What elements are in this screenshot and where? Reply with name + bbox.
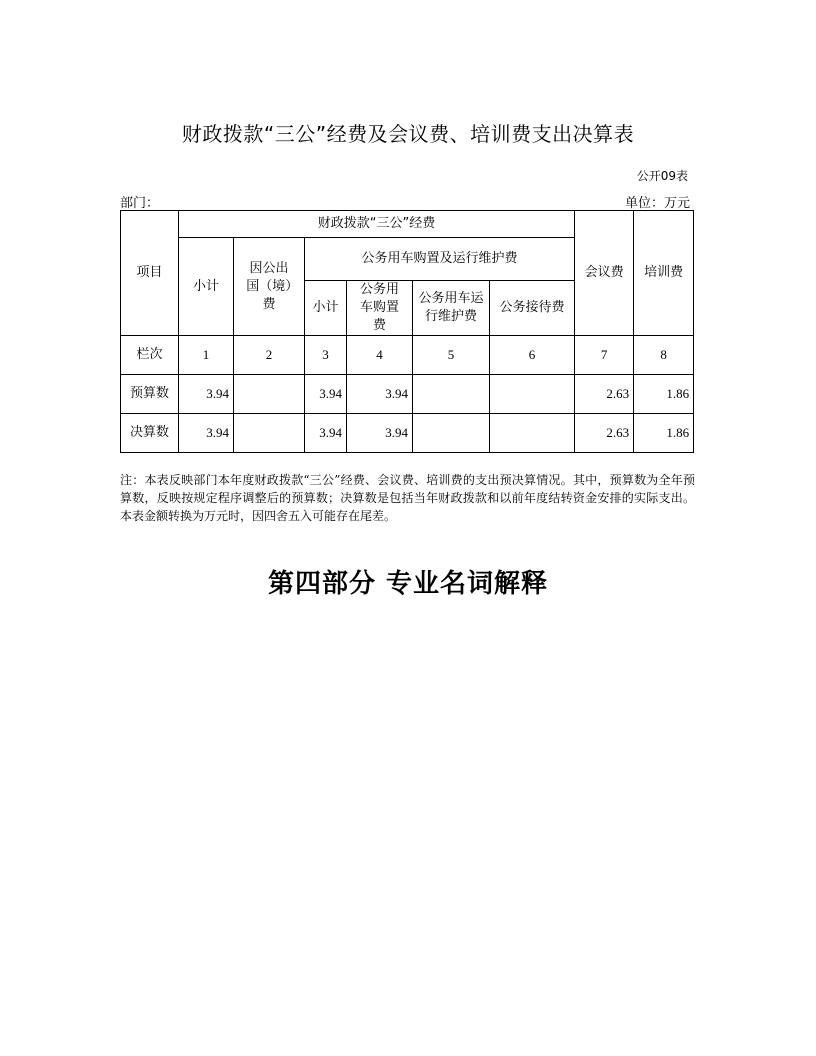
cell-value bbox=[413, 414, 490, 453]
cell-value: 1.86 bbox=[634, 414, 694, 453]
table-row-final bbox=[121, 414, 694, 453]
unit-label: 单位：万元 bbox=[624, 196, 690, 211]
column-number: 1 bbox=[179, 336, 234, 375]
header-vehicle-maintenance: 公务用车运行维护费 bbox=[413, 281, 490, 336]
column-number: 2 bbox=[234, 336, 305, 375]
cell-value: 2.63 bbox=[575, 375, 634, 414]
cell-value: 3.94 bbox=[179, 414, 234, 453]
table-row-budget bbox=[121, 375, 694, 414]
cell-value: 3.94 bbox=[347, 414, 413, 453]
table-note: 注：本表反映部门本年度财政拨款“三公”经费、会议费、培训费的支出预决算情况。其中，预算数为全年预算数，反映按规定程序调整后的预算数；决算数是包括当年财政拨款和以前年度结转资金安排的实际支出。本表金额转换为万元时，因四舍五入可能存在尾差。 bbox=[120, 473, 695, 523]
column-number: 6 bbox=[490, 336, 575, 375]
header-sangong: 财政拨款“三公”经费 bbox=[179, 211, 575, 238]
cell-value bbox=[490, 414, 575, 453]
cell-value: 3.94 bbox=[179, 375, 234, 414]
header-item: 项目 bbox=[121, 211, 179, 336]
header-reception: 公务接待费 bbox=[490, 281, 575, 336]
column-number: 4 bbox=[347, 336, 413, 375]
column-number: 5 bbox=[413, 336, 490, 375]
department-label: 部门： bbox=[120, 196, 160, 211]
column-number: 8 bbox=[634, 336, 694, 375]
cell-value: 3.94 bbox=[347, 375, 413, 414]
column-index-row bbox=[121, 336, 694, 375]
expenditure-table bbox=[120, 210, 694, 453]
section-heading: 第四部分 专业名词解释 bbox=[267, 569, 549, 599]
header-training: 培训费 bbox=[634, 211, 694, 336]
table-title: 财政拨款“三公”经费及会议费、培训费支出决算表 bbox=[181, 122, 635, 146]
column-number: 3 bbox=[305, 336, 347, 375]
header-row-1 bbox=[121, 211, 694, 238]
row-label-final: 决算数 bbox=[121, 414, 179, 453]
cell-value bbox=[234, 375, 305, 414]
cell-value: 3.94 bbox=[305, 375, 347, 414]
column-number: 7 bbox=[575, 336, 634, 375]
header-subtotal: 小计 bbox=[179, 238, 234, 336]
cell-value bbox=[234, 414, 305, 453]
header-abroad: 因公出国（境）费 bbox=[234, 238, 305, 336]
cell-value bbox=[413, 375, 490, 414]
column-index-label: 栏次 bbox=[121, 336, 179, 375]
cell-value: 1.86 bbox=[634, 375, 694, 414]
header-vehicle-subtotal: 小计 bbox=[305, 281, 347, 336]
cell-value bbox=[490, 375, 575, 414]
header-meeting: 会议费 bbox=[575, 211, 634, 336]
cell-value: 2.63 bbox=[575, 414, 634, 453]
form-number: 公开09表 bbox=[636, 169, 688, 183]
header-vehicle-purchase: 公务用车购置费 bbox=[347, 281, 413, 336]
row-label-budget: 预算数 bbox=[121, 375, 179, 414]
header-vehicle-group: 公务用车购置及运行维护费 bbox=[305, 238, 575, 281]
cell-value: 3.94 bbox=[305, 414, 347, 453]
